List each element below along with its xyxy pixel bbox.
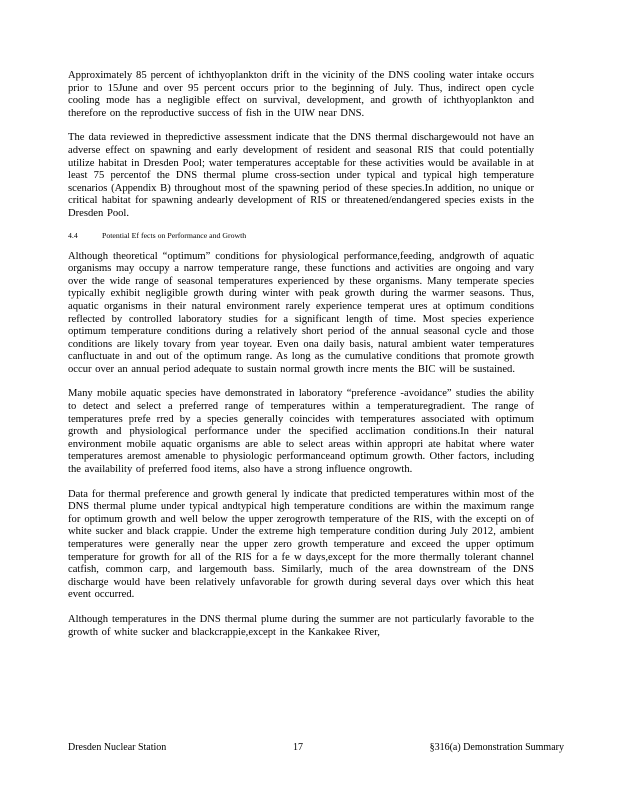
footer-report-title: §316(a) Demonstration Summary	[429, 742, 564, 753]
paragraph-spawning-assessment: The data reviewed in thepredictive assessment indicate that the DNS thermal dischargewould not have an adverse effect on spawning and early development of resident and seasonal RIS that could potentially utilize habitat in Dresden Pool; water temperatures acceptable for these activities would be available in at least 75 percentof the DNS thermal plume cross-section under typical and typical high temperature scenarios (Appendix B) throughout most of the spawning period of these species.In addition, no unique or critical habitat for spawning andearly development of RIS or threatened/endangered species exists in the Dresden Pool.	[68, 132, 534, 219]
paragraph-thermal-preference-growth: Data for thermal preference and growth general ly indicate that predicted temperatures within most of the DNS thermal plume under typical andtypical high temperature conditions are within the maximum range for optimum growth and well below the upper zerogrowth temperature of the RIS, with the excepti on of white sucker and black crappie. Under the extreme high temperature condition during July 2012, ambient temperatures were generally near the upper zero growth temperature and exceed the upper optimum temperature for growth for all of the RIS for a fe w days,except for the more thermally tolerant channel catfish, common carp, and largemouth bass. Similarly, much of the area downstream of the DNS discharge would have been relatively unfavorable for growth during several days over which this heat event occurred.	[68, 488, 534, 601]
section-title: Potential Ef fects on Performance and Growth	[102, 230, 247, 240]
page-footer	[68, 742, 564, 754]
paragraph-preference-avoidance: Many mobile aquatic species have demonstrated in laboratory “preference -avoidance” studies the ability to detect and select a preferred range of temperatures within a temperaturegradient. The range of temperatures prefe rred by a species generally coincides with temperatures associated with optimum growth and physiological performance under the specified acclimation conditions.In their natural environment mobile aquatic organisms are able to select areas within appropri ate habitat where water temperatures aremost amenable to physiologic performanceand optimum growth. Other factors, including the availability of preferred food items, also have a strong influence ongrowth.	[68, 388, 534, 476]
paragraph-summer-temperatures: Although temperatures in the DNS thermal plume during the summer are not particularly favorable to the growth of white sucker and blackcrappie,except in the Kankakee River,	[68, 613, 534, 638]
footer-station-name: Dresden Nuclear Station	[68, 742, 167, 753]
section-heading	[68, 231, 534, 241]
paragraph-optimum-conditions: Although theoretical “optimum” conditions for physiological performance,feeding, andgrowth of aquatic organisms may occupy a narrow temperature range, these functions and activities are ongoing and vary over the wide range of seasonal temperatures experienced by these organisms. Many temperate species typically exhibit negligible growth during winter with peak growth during the warmer seasons. Thus, aquatic organisms in their natural environment rarely experience temperat ures at optimum conditions reflected by controlled laboratory studies for a significant length of time. Most species experience optimum temperature conditions during a relatively short period of the annual seasonal cycle and those conditions are likely tovary from year toyear. Even ona daily basis, natural ambient water temperatures canfluctuate in and out of the optimum range. As long as the cumulative conditions that promote growth occur over an annual period adequate to sustain normal growth incre ments the BIC will be sustained.	[68, 250, 534, 375]
document-page	[68, 70, 534, 651]
section-number: 4.4	[68, 230, 78, 240]
footer-page-number: 17	[292, 742, 303, 753]
paragraph-ichthyoplankton-drift: Approximately 85 percent of ichthyoplankton drift in the vicinity of the DNS cooling water intake occurs prior to 15June and over 95 percent occurs prior to the beginning of July. Thus, indirect open cycle cooling mode has a negligible effect on survival, development, and growth of ichthyoplankton and therefore on the reproductive success of fish in the UIW near DNS.	[68, 70, 534, 119]
